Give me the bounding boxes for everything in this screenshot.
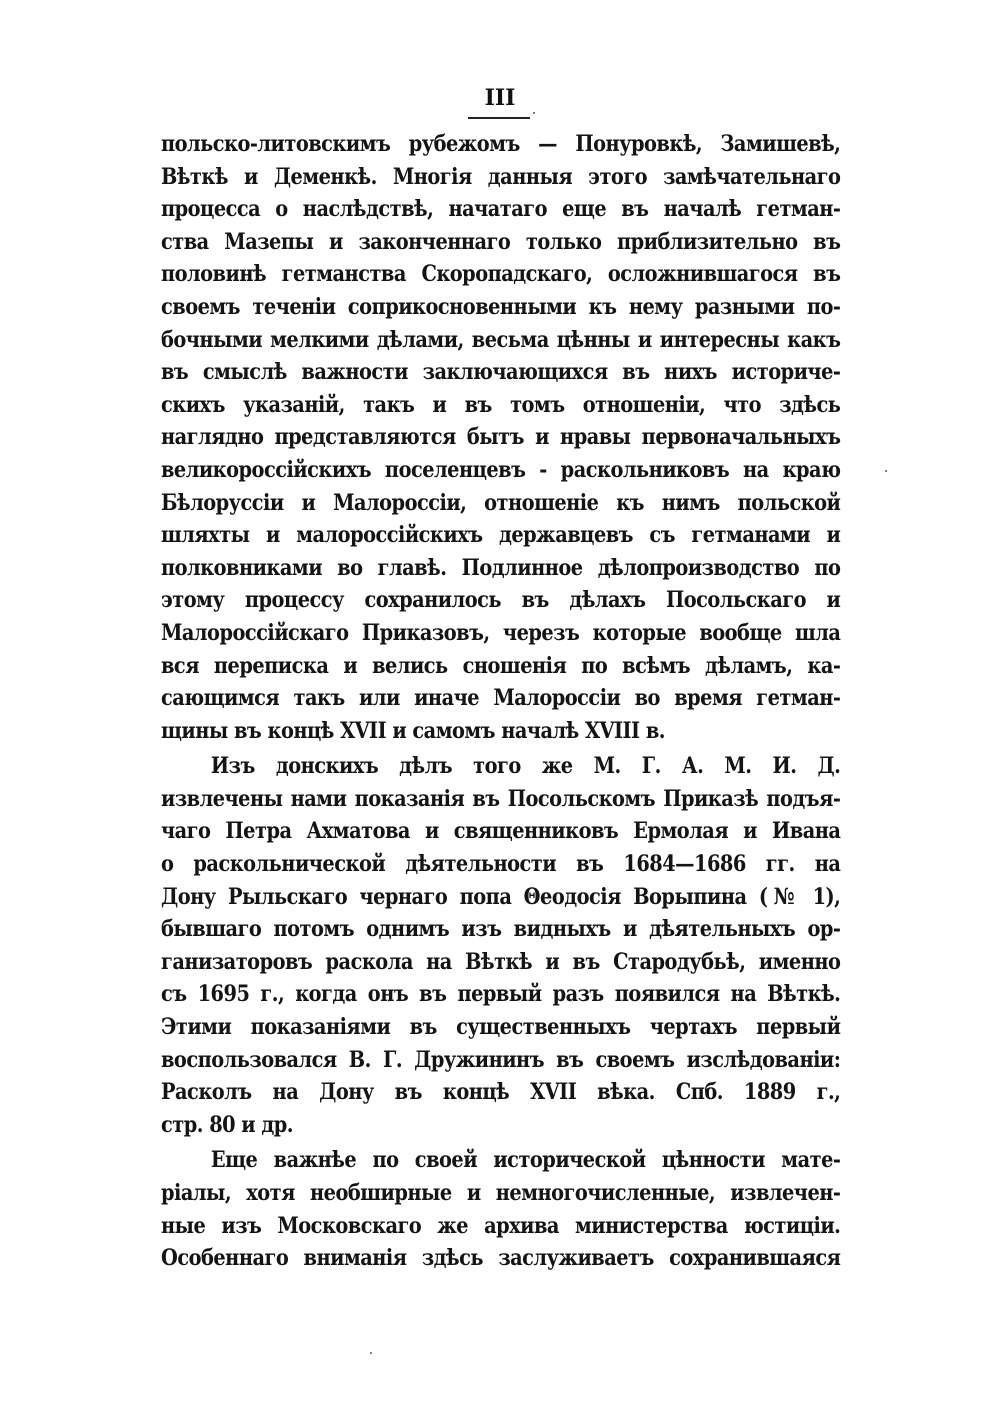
text-line: чаго Петра Ахматова и священниковъ Ермолая и Ивана [161, 818, 841, 845]
text-line: шляхты и малороссійскихъ державцевъ съ гетманами и [161, 522, 841, 549]
text-line: Малороссійскаго Приказовъ, черезъ которые вообще шла [161, 619, 841, 646]
text-line: Вѣткѣ и Деменкѣ. Многія данныя этого замѣчательнаго [161, 163, 841, 190]
text-line: въ смыслѣ важности заключающихся въ нихъ историче- [161, 359, 841, 386]
scan-speck [370, 1352, 372, 1354]
text-line: стр. 80 и др. [161, 1111, 293, 1138]
text-line: Особеннаго вниманія здѣсь заслуживаетъ сохранившаяся [161, 1245, 841, 1272]
text-line: наглядно представляются бытъ и нравы первоначальныхъ [161, 424, 841, 451]
paragraph-2 [161, 750, 841, 1141]
text-line: польско-литовскимъ рубежомъ — Понуровкѣ, Замишевѣ, [161, 131, 841, 157]
text-line: щины въ концѣ XVII и самомъ началѣ XVIII в. [161, 717, 665, 744]
text-line: Этими показаніями въ существенныхъ чертахъ первый [161, 1014, 841, 1041]
text-line: воспользовался В. Г. Дружининъ въ своемъ изслѣдованіи: [161, 1046, 841, 1073]
text-line: полковниками во главѣ. Подлинное дѣлопроизводство по [161, 554, 841, 581]
text-line: Расколъ на Дону въ концѣ XVII вѣка. Спб. 1889 г., [161, 1079, 841, 1106]
text-line: ганизаторовъ раскола на Вѣткѣ и въ Стародубьѣ, именно [161, 948, 841, 975]
paragraph-3 [161, 1144, 841, 1274]
text-line: Дону Рыльскаго чернаго попа Θеодосія Ворыпина (№ 1), [161, 883, 841, 910]
text-line: Еще важнѣе по своей исторической цѣнности мате- [210, 1147, 841, 1174]
text-line: скихъ указаній, такъ и въ томъ отношеніи, что здѣсь [161, 391, 841, 418]
text-line: вся переписка и велись сношенія по всѣмъ дѣламъ, ка- [161, 652, 841, 679]
text-line: ства Мазепы и законченнаго только приблизительно въ [161, 228, 841, 255]
text-line: этому процессу сохранилось въ дѣлахъ Посольскаго и [161, 587, 841, 614]
page-number: III [484, 85, 516, 111]
body-text [161, 128, 841, 1275]
text-line: сающимся такъ или иначе Малороссіи во время гетман- [161, 685, 841, 712]
text-line: Бѣлоруссіи и Малороссіи, отношеніе къ нимъ польской [161, 489, 841, 516]
page-number-rule [468, 117, 530, 119]
text-line: процесса о наслѣдствѣ, начатаго еще въ началѣ гетман- [161, 196, 841, 223]
text-line: великороссійскихъ поселенцевъ - раскольниковъ на краю [161, 456, 841, 483]
text-line: извлечены нами показанія въ Посольскомъ Приказѣ подъя- [161, 785, 841, 812]
scan-speck [533, 112, 535, 114]
text-line: бочными мелкими дѣлами, весьма цѣнны и интересны какъ [161, 326, 841, 353]
text-line: о раскольнической дѣятельности въ 1684—1686 гг. на [161, 851, 841, 878]
text-line: ные изъ Московскаго же архива министерства юстиціи. [161, 1212, 841, 1239]
paragraph-1 [161, 128, 841, 747]
text-line: своемъ теченіи соприкосновенными къ нему разными по- [161, 293, 841, 320]
text-line: Изъ донскихъ дѣлъ того же М. Г. А. М. И. Д. [210, 753, 841, 780]
text-line: половинѣ гетманства Скоропадскаго, осложнившагося въ [161, 261, 841, 288]
text-line: съ 1695 г., когда онъ въ первый разъ появился на Вѣткѣ. [161, 981, 841, 1008]
scan-speck [885, 470, 887, 472]
text-line: ріалы, хотя необширные и немногочисленные, извлечен- [161, 1180, 841, 1206]
text-line: бывшаго потомъ однимъ изъ видныхъ и дѣятельныхъ ор- [161, 916, 841, 943]
